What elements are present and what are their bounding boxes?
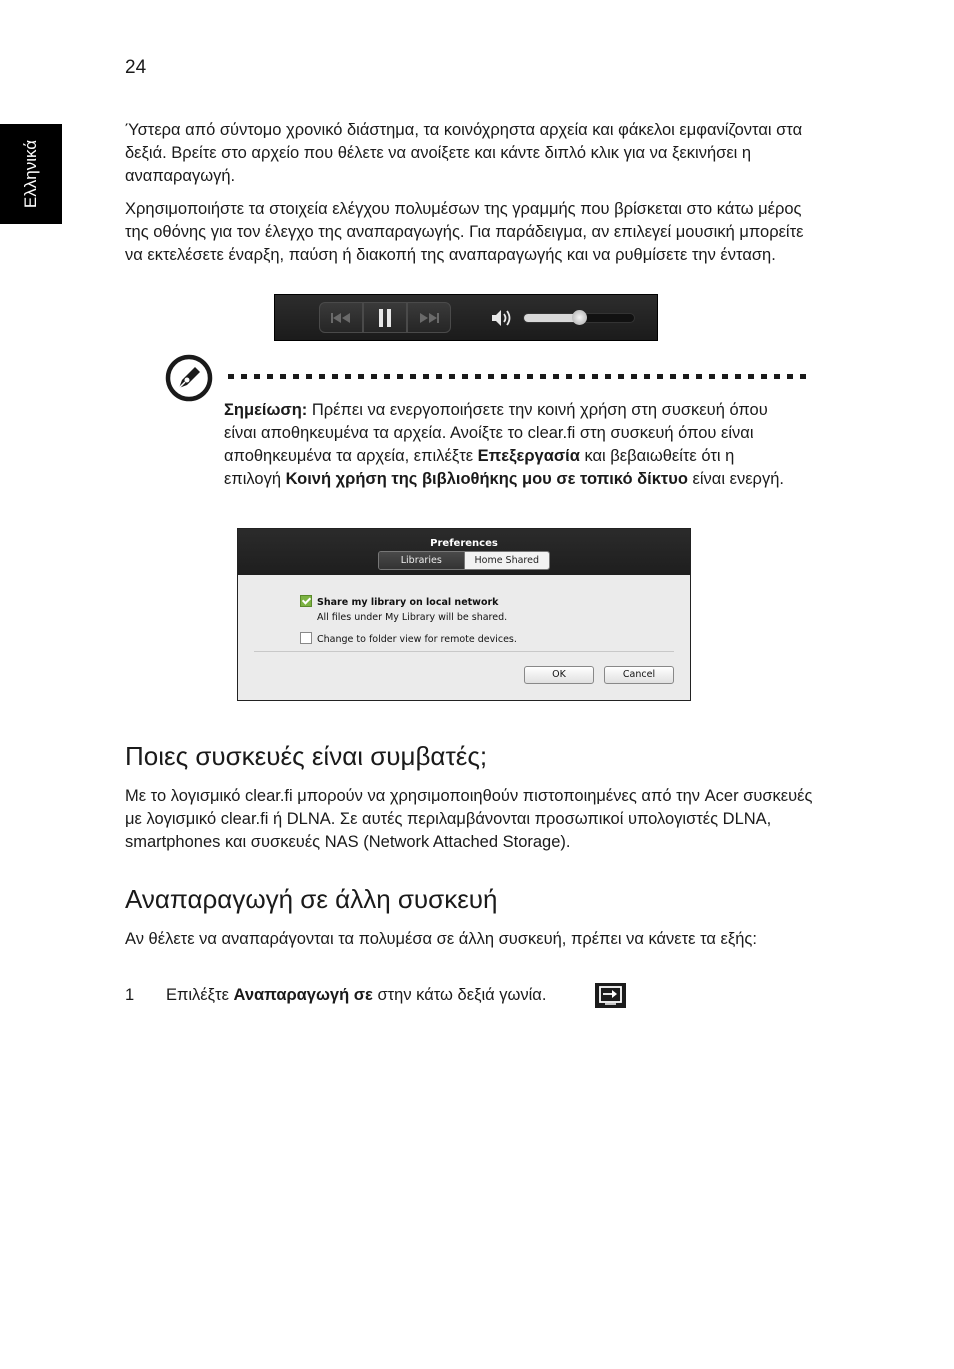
pause-button[interactable] — [363, 302, 407, 333]
dialog-header — [238, 529, 690, 575]
share-library-option[interactable] — [300, 595, 498, 608]
note-bold-edit: Επεξεργασία — [477, 447, 580, 465]
paragraph-media-controls: Χρησιμοποιήστε τα στοιχεία ελέγχου πολυμέσων της γραμμής που βρίσκεται στο κάτω μέρος της οθόνης για τον έλεγχο της αναπαραγωγής. Για παράδειγμα, αν επιλεγεί μουσική μπορείτε να εκτελέσετε έναρξη, παύση ή διακοπή της αναπαραγωγής και να ρυθμίσετε την ένταση. — [125, 200, 804, 264]
volume-slider-handle[interactable] — [572, 310, 587, 325]
dialog-divider — [254, 651, 674, 652]
paragraph-compatible-devices: Με το λογισμικό clear.fi μπορούν να χρησιμοποιηθούν πιστοποιημένες από την Acer συσκευές με λογισμικό clear.fi ή DLNA. Σε αυτές περιλαμβάνονται προσωπικοί υπολογιστές DLNA, smartphones και συσκευές NAS (Network Attached Storage). — [125, 787, 813, 851]
step-text-part: Επιλέξτε — [166, 986, 234, 1004]
share-library-checkbox[interactable] — [300, 595, 312, 607]
note-text-part: και βεβαιωθείτε ότι η επιλογή — [224, 447, 735, 488]
skip-forward-icon — [418, 312, 440, 324]
play-to-icon[interactable] — [595, 983, 626, 1008]
note-pen-icon — [165, 354, 213, 402]
previous-button[interactable] — [319, 302, 363, 333]
ok-button[interactable]: OK — [524, 666, 594, 684]
note-bold-option: Κοινή χρήση της βιβλιοθήκης μου σε τοπικό δίκτυο — [285, 470, 688, 488]
share-library-label: Share my library on local network — [317, 597, 499, 608]
skip-back-icon — [330, 312, 352, 324]
preferences-dialog — [237, 528, 691, 701]
note-label: Σημείωση: — [224, 401, 308, 419]
language-tab — [0, 124, 62, 224]
dialog-tab-bar — [378, 551, 550, 570]
cancel-button[interactable]: Cancel — [604, 666, 674, 684]
next-button[interactable] — [407, 302, 451, 333]
speaker-icon[interactable] — [491, 308, 513, 328]
volume-slider-fill — [524, 314, 579, 322]
dialog-title: Preferences — [430, 538, 498, 549]
step-number: 1 — [125, 986, 135, 1004]
step-text-part: στην κάτω δεξιά γωνία. — [372, 986, 547, 1004]
pause-icon — [378, 309, 392, 327]
paragraph-shared-files: Ύστερα από σύντομο χρονικό διάστημα, τα κοινόχρηστα αρχεία και φάκελοι εμφανίζονται στα δεξιά. Βρείτε στο αρχείο που θέλετε να ανοίξετε και κάντε διπλό κλικ για να ξεκινήσει η αναπαραγωγή. — [125, 121, 803, 185]
paragraph-play-to-device: Αν θέλετε να αναπαράγονται τα πολυμέσα σε άλλη συσκευή, πρέπει να κάνετε τα εξής: — [125, 930, 757, 948]
heading-compatible-devices: Ποιες συσκευές είναι συμβατές; — [125, 741, 488, 771]
step-text — [166, 984, 546, 1007]
note-text-part: Πρέπει να ενεργοποιήσετε την κοινή χρήση στη συσκευή όπου είναι αποθηκευμένα τα αρχεία. Ανοίξτε το clear.fi στη συσκευή όπου είναι αποθηκευμένα τα αρχεία, επιλέξτε — [224, 401, 768, 465]
share-library-hint: All files under My Library will be shared. — [317, 612, 508, 623]
media-player-bar — [274, 294, 658, 341]
language-tab-label: Ελληνικά — [21, 139, 40, 209]
note-text-part: είναι ενεργή. — [687, 470, 784, 488]
note-text — [224, 399, 794, 491]
step-bold-play-to: Αναπαραγωγή σε — [233, 986, 373, 1004]
folder-view-checkbox[interactable] — [300, 632, 312, 644]
folder-view-option[interactable] — [300, 632, 517, 645]
folder-view-label: Change to folder view for remote devices. — [317, 634, 517, 645]
tab-home-shared[interactable]: Home Shared — [465, 552, 550, 569]
note-dotted-rule — [228, 374, 810, 379]
heading-play-to-device: Αναπαραγωγή σε άλλη συσκευή — [125, 884, 498, 914]
tab-libraries[interactable]: Libraries — [379, 552, 465, 569]
page-number: 24 — [125, 57, 147, 78]
